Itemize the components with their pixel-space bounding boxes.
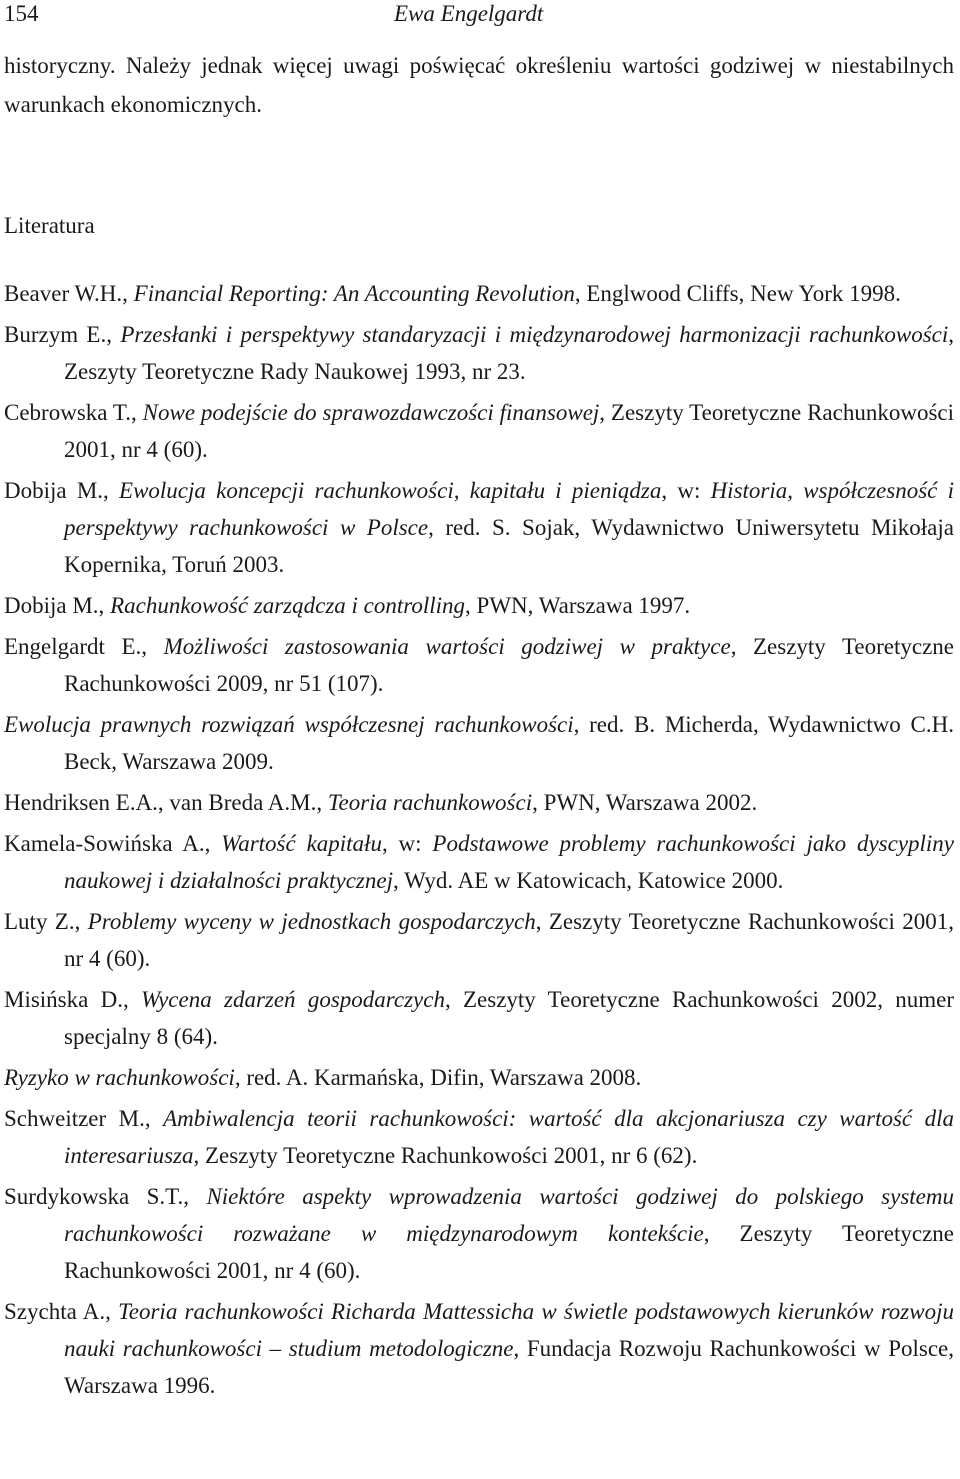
entry-book-title: Podstawowe problemy rachunkowości jako dyscypliny naukowej i działalności praktycznej	[64, 831, 955, 893]
entry-details: , w:	[381, 831, 433, 856]
intro-paragraph: historyczny. Należy jednak więcej uwagi poświęcać określeniu wartości godziwej w niestabilnych warunkach ekonomicznych.	[4, 53, 954, 117]
entry-author: Dobija M.,	[4, 593, 111, 618]
entry-details: , Zeszyty Teoretyczne Rachunkowości 2001, nr 4 (60).	[64, 400, 955, 462]
entry-author: Hendriksen E.A., van Breda A.M.,	[4, 790, 328, 815]
bibliography-entry	[4, 903, 954, 977]
bibliography-entry	[4, 1100, 954, 1174]
entry-details: , red. A. Karmańska, Difin, Warszawa 2008.	[234, 1065, 642, 1090]
bibliography-entry	[4, 587, 954, 624]
entry-details: , Zeszyty Teoretyczne Rachunkowości 2002, numer specjalny 8 (64).	[64, 987, 955, 1049]
entry-title: Problemy wyceny w jednostkach gospodarczych	[87, 909, 536, 934]
page-number: 154	[4, 1, 39, 26]
entry-author: Engelgardt E.,	[4, 634, 164, 659]
entry-book-details: , red. S. Sojak, Wydawnictwo Uniwersytetu Mikołaja Kopernika, Toruń 2003.	[64, 515, 954, 577]
bibliography-entry	[4, 316, 954, 390]
entry-title: Teoria rachunkowości Richarda Mattessicha w świetle podstawowych kierunków rozwoju nauki rachunkowości – studium metodologiczne	[64, 1299, 954, 1361]
entry-author: Cebrowska T.,	[4, 400, 143, 425]
bibliography-entry	[4, 1178, 954, 1289]
entry-author: Schweitzer M.,	[4, 1106, 164, 1131]
entry-title: Nowe podejście do sprawozdawczości finansowej	[142, 400, 600, 425]
entry-author: Dobija M.,	[4, 478, 120, 503]
section-heading: Literatura	[4, 213, 95, 238]
entry-author: Surdykowska S.T.,	[4, 1184, 207, 1209]
bibliography-entry	[4, 275, 954, 312]
entry-title: Niektóre aspekty wprowadzenia wartości godziwej do polskiego systemu rachunkowości rozważane w międzynarodowym kontekście	[64, 1184, 954, 1246]
entry-title: Przesłanki i perspektywy standaryzacji i międzynarodowej harmonizacji rachunkowości	[120, 322, 949, 347]
entry-details: , PWN, Warszawa 1997.	[465, 593, 691, 618]
entry-title: Wartość kapitału	[221, 831, 382, 856]
entry-title: Rachunkowość zarządcza i controlling	[110, 593, 466, 618]
bibliography-entry	[4, 784, 954, 821]
entry-title: Ewolucja koncepcji rachunkowości, kapitału i pieniądza	[119, 478, 662, 503]
entry-book-details: , Wyd. AE w Katowicach, Katowice 2000.	[392, 868, 784, 893]
entry-title: Ryzyko w rachunkowości	[4, 1065, 235, 1090]
entry-author: Beaver W.H.,	[4, 281, 134, 306]
entry-title: Ewolucja prawnych rozwiązań współczesnej rachunkowości	[4, 712, 574, 737]
bibliography-entry	[4, 981, 954, 1055]
entry-details: , Zeszyty Teoretyczne Rachunkowości 2001, nr 4 (60).	[64, 1221, 954, 1283]
bibliography-entry	[4, 472, 954, 583]
running-title: Ewa Engelgardt	[394, 1, 544, 26]
bibliography-entry	[4, 1059, 954, 1096]
entry-details: , Zeszyty Teoretyczne Rady Naukowej 1993, nr 23.	[64, 322, 954, 384]
bibliography-entry	[4, 394, 954, 468]
entry-title: Możliwości zastosowania wartości godziwej w praktyce	[163, 634, 731, 659]
entry-details: , red. B. Micherda, Wydawnictwo C.H. Beck, Warszawa 2009.	[64, 712, 954, 774]
entry-details: , w:	[661, 478, 711, 503]
entry-details: , Zeszyty Teoretyczne Rachunkowości 2001, nr 4 (60).	[64, 909, 954, 971]
entry-details: , Zeszyty Teoretyczne Rachunkowości 2009, nr 51 (107).	[64, 634, 954, 696]
bibliography-entry	[4, 825, 954, 899]
entry-details: , Fundacja Rozwoju Rachunkowości w Polsce, Warszawa 1996.	[64, 1336, 954, 1398]
entry-details: , Englwood Cliffs, New York 1998.	[574, 281, 901, 306]
entry-book-title: Historia, współczesność i perspektywy rachunkowości w Polsce	[64, 478, 954, 540]
entry-author: Misińska D.,	[4, 987, 142, 1012]
entry-details: , Zeszyty Teoretyczne Rachunkowości 2001, nr 6 (62).	[193, 1143, 698, 1168]
bibliography-list	[4, 275, 954, 1404]
bibliography-entry	[4, 706, 954, 780]
entry-title: Financial Reporting: An Accounting Revolution	[133, 281, 575, 306]
entry-author: Burzym E.,	[4, 322, 121, 347]
entry-title: Ambiwalencja teorii rachunkowości: wartość dla akcjonariusza czy wartość dla interesariusza	[64, 1106, 954, 1168]
running-header	[4, 0, 954, 46]
entry-title: Teoria rachunkowości	[327, 790, 533, 815]
bibliography-entry	[4, 1293, 954, 1404]
entry-author: Kamela-Sowińska A.,	[4, 831, 222, 856]
entry-details: , PWN, Warszawa 2002.	[532, 790, 758, 815]
entry-author: Szychta A.,	[4, 1299, 119, 1324]
bibliography-entry	[4, 628, 954, 702]
entry-author: Luty Z.,	[4, 909, 88, 934]
entry-title: Wycena zdarzeń gospodarczych	[141, 987, 445, 1012]
